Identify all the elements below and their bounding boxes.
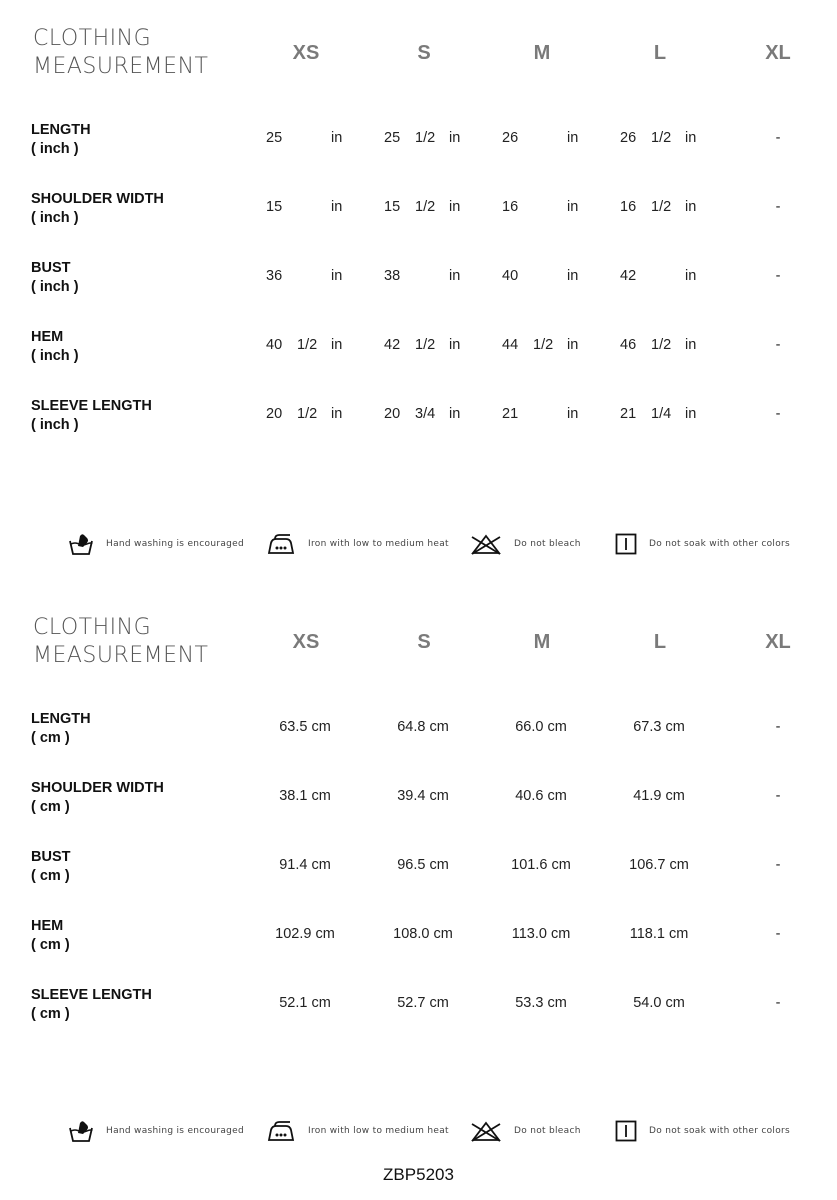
xl-value: - bbox=[775, 199, 781, 215]
xl-value: - bbox=[775, 719, 781, 735]
no-bleach-icon bbox=[470, 1120, 502, 1142]
row-label-name: BUST bbox=[31, 849, 71, 865]
measure-value: 52.7 cm bbox=[397, 995, 449, 1011]
row-label-unit: ( cm ) bbox=[31, 868, 70, 884]
size-header-m: M bbox=[533, 631, 551, 653]
row-label-unit: ( cm ) bbox=[31, 730, 70, 746]
xl-value: - bbox=[775, 130, 781, 146]
xl-value: - bbox=[775, 788, 781, 804]
care-text: Do not soak with other colors bbox=[649, 1126, 791, 1136]
measure-value: 118.1 cm bbox=[629, 926, 689, 942]
measure-unit: in bbox=[449, 406, 461, 422]
xl-value: - bbox=[775, 926, 781, 942]
care-item bbox=[266, 1116, 449, 1146]
size-header-xs: XS bbox=[292, 631, 320, 653]
row-label-name: HEM bbox=[31, 918, 64, 934]
measure-whole: 44 bbox=[502, 337, 519, 353]
measure-unit: in bbox=[331, 130, 343, 146]
size-header-xs: XS bbox=[292, 42, 320, 64]
measure-whole: 21 bbox=[502, 406, 519, 422]
measure-whole: 38 bbox=[384, 268, 401, 284]
measure-unit: in bbox=[685, 268, 697, 284]
measure-whole: 16 bbox=[620, 199, 637, 215]
measure-unit: in bbox=[685, 337, 697, 353]
measure-unit: in bbox=[449, 130, 461, 146]
measure-unit: in bbox=[449, 268, 461, 284]
measure-whole: 46 bbox=[620, 337, 637, 353]
measure-unit: in bbox=[567, 268, 579, 284]
care-text: Hand washing is encouraged bbox=[106, 1126, 245, 1136]
row-label bbox=[31, 986, 152, 1024]
measure-value: 40.6 cm bbox=[515, 788, 567, 804]
care-instructions-bottom bbox=[0, 1116, 837, 1146]
xl-value: - bbox=[775, 857, 781, 873]
row-label-unit: ( inch ) bbox=[31, 417, 79, 433]
measure-fraction: 1/2 bbox=[651, 337, 672, 353]
measure-value: 102.9 cm bbox=[275, 926, 335, 942]
row-label-name: LENGTH bbox=[31, 122, 91, 138]
measure-unit: in bbox=[685, 199, 697, 215]
measure-fraction: 1/2 bbox=[533, 337, 554, 353]
measure-value: 96.5 cm bbox=[397, 857, 449, 873]
measure-unit: in bbox=[331, 337, 343, 353]
measure-value: 63.5 cm bbox=[279, 719, 331, 735]
measure-whole: 25 bbox=[266, 130, 283, 146]
row-label-name: LENGTH bbox=[31, 711, 91, 727]
measure-whole: 16 bbox=[502, 199, 519, 215]
title-line-1: CLOTHING bbox=[33, 615, 152, 640]
care-text: Hand washing is encouraged bbox=[106, 539, 245, 549]
measure-whole: 42 bbox=[620, 268, 637, 284]
measure-value: 113.0 cm bbox=[511, 926, 571, 942]
measure-unit: in bbox=[685, 406, 697, 422]
measure-value: 108.0 cm bbox=[393, 926, 453, 942]
measure-whole: 20 bbox=[266, 406, 283, 422]
care-item bbox=[68, 1116, 244, 1146]
size-header-m: M bbox=[533, 42, 551, 64]
measure-whole: 25 bbox=[384, 130, 401, 146]
xl-value: - bbox=[775, 995, 781, 1011]
measure-unit: in bbox=[567, 199, 579, 215]
care-item bbox=[615, 1116, 790, 1146]
measure-unit: in bbox=[567, 130, 579, 146]
measure-whole: 26 bbox=[502, 130, 519, 146]
row-label bbox=[31, 710, 91, 748]
measure-whole: 21 bbox=[620, 406, 637, 422]
measure-value: 66.0 cm bbox=[515, 719, 567, 735]
measure-fraction: 1/4 bbox=[651, 406, 672, 422]
measure-unit: in bbox=[449, 199, 461, 215]
measure-unit: in bbox=[567, 406, 579, 422]
care-text: Do not bleach bbox=[514, 1126, 581, 1136]
measure-whole: 15 bbox=[384, 199, 401, 215]
measure-fraction: 1/2 bbox=[297, 406, 318, 422]
measure-unit: in bbox=[685, 130, 697, 146]
measure-unit: in bbox=[331, 406, 343, 422]
measure-value: 52.1 cm bbox=[279, 995, 331, 1011]
title-line-2: MEASUREMENT bbox=[33, 643, 209, 668]
size-header-l: L bbox=[653, 631, 667, 653]
size-header-l: L bbox=[653, 42, 667, 64]
measure-fraction: 1/2 bbox=[297, 337, 318, 353]
measure-whole: 36 bbox=[266, 268, 283, 284]
row-label-unit: ( cm ) bbox=[31, 799, 70, 815]
measure-value: 91.4 cm bbox=[279, 857, 331, 873]
row-label-name: BUST bbox=[31, 260, 71, 276]
xl-value: - bbox=[775, 337, 781, 353]
row-label-name: SLEEVE LENGTH bbox=[31, 398, 152, 414]
size-header-s: S bbox=[417, 42, 431, 64]
title-line-2: MEASUREMENT bbox=[33, 54, 209, 79]
title-line-1: CLOTHING bbox=[33, 26, 152, 51]
iron-icon bbox=[266, 1120, 296, 1142]
measure-value: 41.9 cm bbox=[633, 788, 685, 804]
row-label-name: HEM bbox=[31, 329, 64, 345]
care-text: Do not soak with other colors bbox=[649, 539, 791, 549]
row-label-unit: ( inch ) bbox=[31, 210, 79, 226]
measure-fraction: 3/4 bbox=[415, 406, 436, 422]
measure-fraction: 1/2 bbox=[651, 199, 672, 215]
row-label bbox=[31, 917, 70, 955]
row-label-unit: ( cm ) bbox=[31, 1006, 70, 1022]
row-label-name: SHOULDER WIDTH bbox=[31, 780, 164, 796]
measure-value: 53.3 cm bbox=[515, 995, 567, 1011]
measure-fraction: 1/2 bbox=[651, 130, 672, 146]
measure-whole: 42 bbox=[384, 337, 401, 353]
measure-fraction: 1/2 bbox=[415, 199, 436, 215]
measure-unit: in bbox=[331, 199, 343, 215]
care-item bbox=[470, 1116, 581, 1146]
measure-unit: in bbox=[449, 337, 461, 353]
product-code: ZBP5203 bbox=[383, 1165, 454, 1184]
care-text: Do not bleach bbox=[514, 539, 581, 549]
row-label bbox=[31, 779, 164, 817]
measure-value: 101.6 cm bbox=[511, 857, 571, 873]
row-label-unit: ( inch ) bbox=[31, 348, 79, 364]
row-label-name: SHOULDER WIDTH bbox=[31, 191, 164, 207]
measure-value: 64.8 cm bbox=[397, 719, 449, 735]
row-label-name: SLEEVE LENGTH bbox=[31, 987, 152, 1003]
row-label-unit: ( cm ) bbox=[31, 937, 70, 953]
measure-whole: 40 bbox=[502, 268, 519, 284]
row-label-unit: ( inch ) bbox=[31, 279, 79, 295]
measure-whole: 20 bbox=[384, 406, 401, 422]
measure-value: 38.1 cm bbox=[279, 788, 331, 804]
measure-fraction: 1/2 bbox=[415, 130, 436, 146]
measure-unit: in bbox=[567, 337, 579, 353]
care-text: Iron with low to medium heat bbox=[308, 539, 449, 549]
size-header-xl: XL bbox=[765, 42, 791, 64]
measure-unit: in bbox=[331, 268, 343, 284]
measure-fraction: 1/2 bbox=[415, 337, 436, 353]
hand-wash-icon bbox=[68, 1119, 94, 1143]
measure-whole: 40 bbox=[266, 337, 283, 353]
xl-value: - bbox=[775, 268, 781, 284]
no-soak-icon bbox=[615, 1120, 637, 1142]
measure-value: 106.7 cm bbox=[629, 857, 689, 873]
xl-value: - bbox=[775, 406, 781, 422]
measure-whole: 15 bbox=[266, 199, 283, 215]
measure-value: 54.0 cm bbox=[633, 995, 685, 1011]
size-header-xl: XL bbox=[765, 631, 791, 653]
cm-section-title bbox=[33, 614, 208, 670]
measure-value: 39.4 cm bbox=[397, 788, 449, 804]
row-label-unit: ( inch ) bbox=[31, 141, 79, 157]
care-text: Iron with low to medium heat bbox=[308, 1126, 449, 1136]
measure-whole: 26 bbox=[620, 130, 637, 146]
size-header-s: S bbox=[417, 631, 431, 653]
measure-value: 67.3 cm bbox=[633, 719, 685, 735]
row-label bbox=[31, 848, 70, 886]
